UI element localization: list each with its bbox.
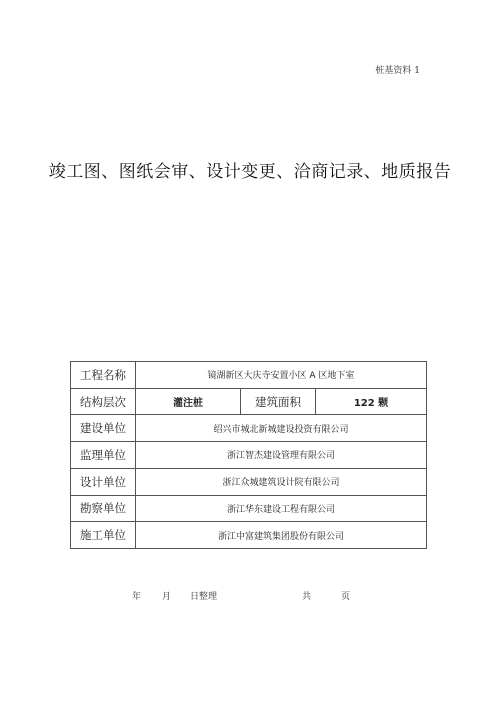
structure-value: 灌注桩: [136, 388, 241, 415]
builder-value: 绍兴市城北新城建设投资有限公司: [136, 415, 427, 442]
table-row: [71, 522, 427, 549]
designer-label: 设计单位: [71, 468, 136, 495]
supervisor-label: 监理单位: [71, 442, 136, 469]
constructor-label: 施工单位: [71, 522, 136, 549]
constructor-value: 浙江中富建筑集团股份有限公司: [136, 522, 427, 549]
project-name-label: 工程名称: [71, 362, 136, 389]
project-info-table: [70, 361, 427, 549]
surveyor-label: 勘察单位: [71, 495, 136, 522]
footer-total: 共: [302, 592, 312, 602]
document-title: 竣工图、图纸会审、设计变更、洽商记录、地质报告: [48, 162, 452, 182]
footer-year: 年: [132, 592, 142, 602]
structure-label: 结构层次: [71, 388, 136, 415]
designer-value: 浙江众城建筑设计院有限公司: [136, 468, 427, 495]
building-area-label: 建筑面积: [241, 388, 316, 415]
table-row: [71, 442, 427, 469]
surveyor-value: 浙江华东建设工程有限公司: [136, 495, 427, 522]
footer-day-compiled: 日整理: [190, 592, 218, 602]
table-row: [71, 388, 427, 415]
table-row: [71, 495, 427, 522]
building-area-value: 122 颗: [316, 388, 427, 415]
footer-month: 月: [162, 592, 172, 602]
table-row: [71, 415, 427, 442]
project-name-value: 镜湖新区大庆寺安置小区 A 区地下室: [136, 362, 427, 389]
table-row: [71, 362, 427, 389]
table-row: [71, 468, 427, 495]
builder-label: 建设单位: [71, 415, 136, 442]
footer-pages: 页: [341, 592, 351, 602]
supervisor-value: 浙江智杰建设管理有限公司: [136, 442, 427, 469]
document-code: 桩基资料 1: [375, 66, 420, 76]
